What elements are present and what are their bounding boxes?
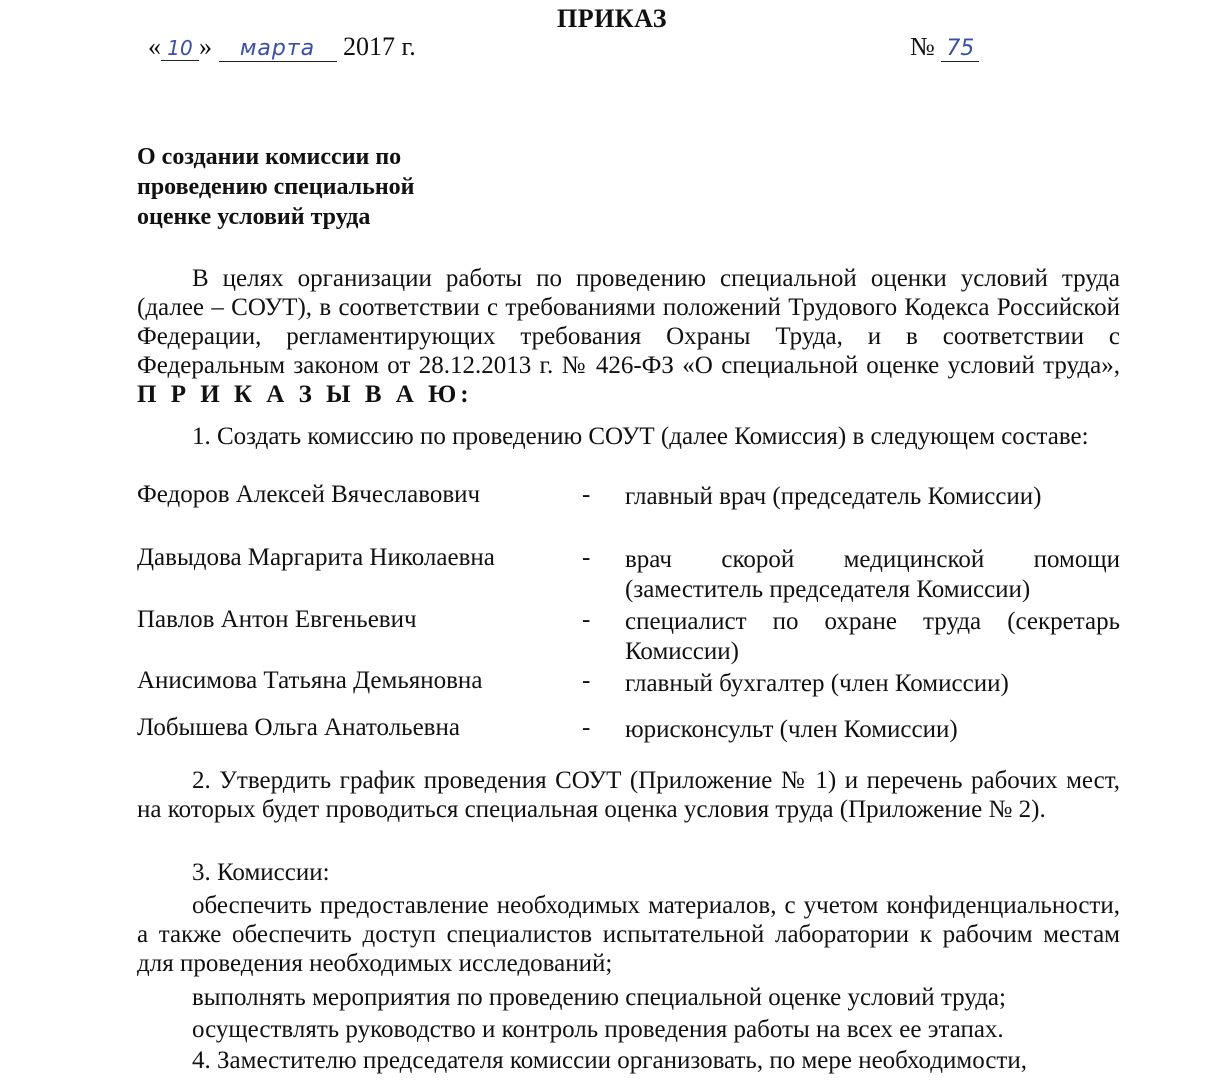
subject-line: проведению специальной [137,174,415,200]
member-dash: - [582,544,591,571]
member-name: Федоров Алексей Вячеславович [137,481,481,508]
member-role: главный врач (председатель Комиссии) [625,483,1042,510]
date-year: 2017 г. [336,32,416,61]
order-date [148,32,416,62]
item-1: 1. Создать комиссию по проведению СОУТ (далее Комиссия) в следующем составе: [192,423,1089,450]
member-dash: - [582,606,591,633]
intro-paragraph [137,264,1120,409]
member-role: юрисконсульт (член Комиссии) [625,716,958,743]
date-open-quote: « [148,32,161,61]
date-month-handwritten: марта [219,36,337,62]
order-number [910,32,979,62]
number-handwritten: 75 [941,36,979,62]
subject-line: оценке условий труда [137,204,371,230]
member-name: Павлов Антон Евгеньевич [137,606,417,633]
date-day-handwritten: 10 [161,36,199,61]
order-word: П Р И К А З Ы В А Ю: [137,381,473,408]
date-close-quote: » [199,32,212,61]
document-title: ПРИКАЗ [556,4,668,33]
member-dash: - [582,714,591,741]
subject-line: О создании комиссии по [137,144,402,170]
item-3-point: обеспечить предоставление необходимых материалов, с учетом конфиденциальности, а также обеспечить доступ специалистов испытательной лаборатории к рабочим местам для проведения необходимых исследований; [137,892,1120,977]
item-3-point: выполнять мероприятия по проведению специальной оценке условий труда; [192,984,1006,1011]
order-subject [137,142,477,232]
item-3-heading: 3. Комиссии: [192,859,330,886]
item-3-point: осуществлять руководство и контроль проведения работы на всех ее этапах. [192,1016,1004,1043]
item-2: 2. Утвердить график проведения СОУТ (Приложение № 1) и перечень рабочих мест, на которых будет проводиться специальная оценка условия труда (Приложение № 2). [137,767,1120,823]
item-4: 4. Заместителю председателя комиссии организовать, по мере необходимости, [192,1047,1027,1074]
member-role: врач скорой медицинской помощи (заместитель председателя Комиссии) [625,546,1120,603]
member-role: главный бухгалтер (член Комиссии) [625,670,1009,697]
number-label: № [910,32,942,61]
member-role: специалист по охране труда (секретарь Комиссии) [625,608,1120,665]
member-name: Давыдова Маргарита Николаевна [137,544,495,571]
member-name: Лобышева Ольга Анатольевна [137,714,460,741]
member-name: Анисимова Татьяна Демьяновна [137,667,483,694]
member-dash: - [582,667,591,694]
member-dash: - [582,481,591,508]
intro-text: В целях организации работы по проведению специальной оценки условий труда (далее – СОУТ), в соответствии с требованиями положений Трудового Кодекса Российской Федерации, регламентирующих требования Охраны Труда, и в соответствии с Федеральным законом от 28.12.2013 г. № 426-ФЗ «О специальной оценке условий труда», [137,265,1120,379]
